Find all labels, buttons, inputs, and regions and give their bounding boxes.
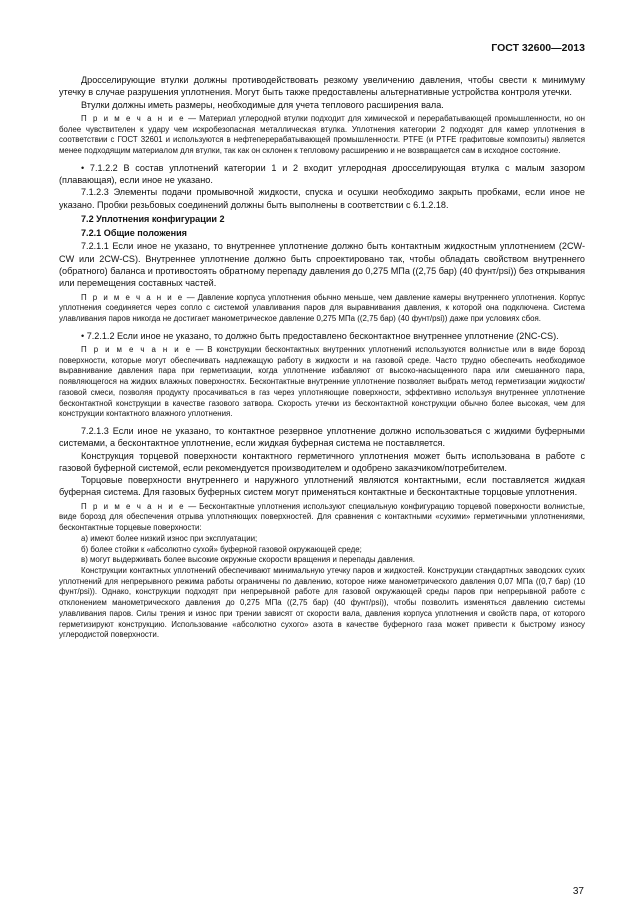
note-text: — В конструкции бесконтактных внутренних уплотнений используются волнистые или в виде борозд поверхности, которые могут обеспечивать надлежащую работу в жидкости и на газовой среде. Часто трудно обеспечить необходимое выравнивание давления пара при герметизации, когда уплотнение избавляют от высоко-насыщенного пара или смешанного пара, появляющегося на жидких влажных поверхностях. Бесконтактные внутренние уплотнение позволяет выбрать метод герметизации жидкости/газовой смеси, позволяя продукту просачиваться в газ через уплотняющие поверхности, эффективно используя внутреннее уплотнение бесконтактной конструкции в качестве газового затвора. Скорость утечки из бесконтактной конструкции обычно более высокая, чем для конструкции контактного влажного уплотнения.	[59, 345, 585, 419]
paragraph: Конструкция торцевой поверхности контактного герметичного уплотнения может быть использована в работе с газовой буферной системой, если рекомендуется производителем и одобрено заказчиком/потребителем.	[59, 450, 585, 473]
note-label: П р и м е ч а н и е	[81, 501, 186, 511]
subsection-heading: 7.2.1 Общие положения	[81, 228, 187, 239]
paragraph: 7.2.1.1 Если иное не указано, то внутреннее уплотнение должно быть контактным жидкостным уплотнением (2CW-CW или 2CW-CS). Внутреннее уплотнение должно быть спроектировано так, чтобы обладать свойством внутреннего (обратного) баланса и противостоять обратному перепаду давления до 0,275 МПа ((2,75 бар) (40 фунт/psi)) без открывания или перемещения составных частей.	[59, 241, 585, 289]
paragraph: • 7.1.2.2 В состав уплотнений категории 1 и 2 входит углеродная дросселирующая втулка с малым зазором (плавающая), если иное не указано.	[59, 162, 585, 185]
note-label: П р и м е ч а н и е	[81, 345, 192, 355]
note-text: — Бесконтактные уплотнения используют специальную конфигурацию торцевой поверхности волнистые, виде борозд для обеспечения отрыва уплотняющих поверхностей. Для сравнения с контактными «сухими» герметичными уплотнениями, бесконтактные торцевые поверхности:	[59, 501, 585, 533]
paragraph: Дросселирующие втулки должны противодействовать резкому увеличению давления, чтобы свести к минимуму утечку в случае разрушения уплотнения. Могут быть также предоставлены альтернативные устройства контроля утечки.	[59, 75, 585, 98]
note-label: П р и м е ч а н и е	[81, 292, 184, 302]
note	[59, 293, 585, 325]
list-item: а) имеют более низкий износ при эксплуатации;	[81, 533, 258, 543]
paragraph: • 7.2.1.2 Если иное не указано, то должно быть предоставлено бесконтактное внутреннее уплотнение (2NC-CS).	[81, 330, 559, 341]
paragraph: Торцовые поверхности внутреннего и наружного уплотнений являются контактными, если поставляется жидкая буферная система. Для газовых буферных систем могут применяться контактные и бесконтактные торцовые уплотнения.	[59, 475, 585, 498]
note-text: — Давление корпуса уплотнения обычно меньше, чем давление камеры внутреннего уплотнения. Корпус уплотнения соединяется через сопло с системой улавливания паров для выравнивания давления, к которой она подключена. Система улавливания паров никогда не достигает манометрическое давление 0,275 МПа ((2,75 бар) (40 фунт/psi)) даже при условиях сбоя.	[59, 292, 585, 324]
note	[59, 345, 585, 420]
page-number: 37	[572, 886, 584, 897]
paragraph: 7.2.1.3 Если иное не указано, то контактное резервное уплотнение должно использоваться с жидкими буферными системами, а бесконтактное уплотнение, если жидкая буферная система не поставляется.	[59, 426, 585, 449]
paragraph: Втулки должны иметь размеры, необходимые для учета теплового расширения вала.	[81, 99, 444, 110]
paragraph: 7.1.2.3 Элементы подачи промывочной жидкости, спуска и осушки необходимо закрыть пробками, если иное не указано. Пробки резьбовых соединений должны быть выполнены в соответствии с 6.1.2.18.	[59, 187, 585, 210]
document-id: ГОСТ 32600—2013	[491, 42, 585, 54]
section-heading: 7.2 Уплотнения конфигурации 2	[81, 213, 225, 224]
note	[59, 114, 585, 157]
page-body	[59, 36, 585, 641]
note	[59, 502, 585, 534]
list-item: б) более стойки к «абсолютно сухой» буферной газовой окружающей среде;	[81, 544, 362, 554]
list-item: в) могут выдерживать более высокие окружные скорости вращения и перепады давления.	[81, 555, 415, 565]
note-text: — Материал углеродной втулки подходит для химической и перерабатывающей промышленности, но он более чувствителен к удару чем искробезопасная металлическая втулка. Уплотнения категории 2 подходят для камер уплотнения в соответствии с ГОСТ 32601 и используются в нефтеперерабатывающей промышленности. PTFE (и PTFE графитовые композиты) является менее подходящим материалом для втулки, так как он склонен к тепловому расширению и не возвращается сам в исходное состояние.	[59, 113, 585, 155]
note-continuation: Конструкции контактных уплотнений обеспечивают минимальную утечку паров и жидкостей. Конструкции стандартных заводских сухих уплотнений для непрерывного режима работы ограничены по давлению, которое ниже манометрического давления 0,07 МПа ((0,7 бар) (10 фунт/psi)). Однако, конструкции подходят при непрерывной работе для газовой окружающей среды паров при непрерывной работе с отклонением манометрического давления до 0,275 МПа ((2,75 бар) (40 фунт/psi)), чтобы позволить изменяться давлению системы улавливания паров. Силы трения и износ при трении зависят от скорости вала, давления корпуса уплотнения и свойств пара, от которого герметизируют конструкцию. Использование «абсолютно сухого» азота в качестве буферного газа может привести к быстрому износу углеродистой поверхности.	[59, 566, 585, 640]
note-label: П р и м е ч а н и е	[81, 113, 186, 123]
